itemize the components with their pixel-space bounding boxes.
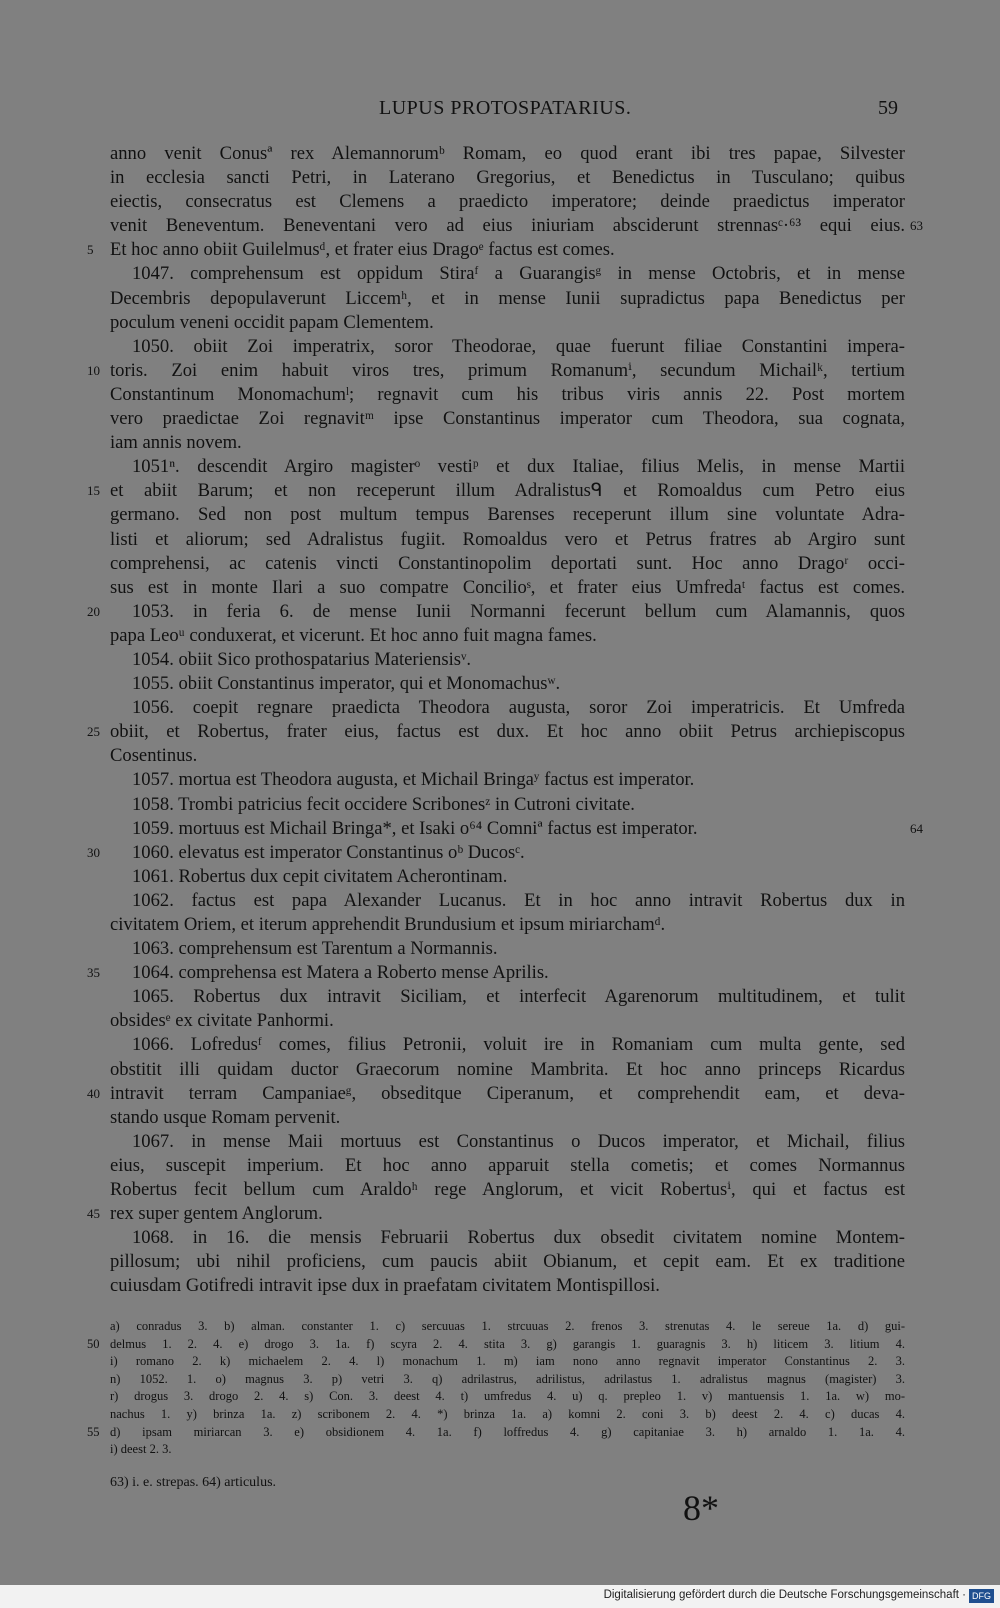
- footer-bar: [0, 1585, 1000, 1608]
- text-line-text: germano. Sed non post multum tempus Barenses receperunt illum sine voluntate Adra-: [110, 504, 905, 526]
- text-line-text: Et hoc anno obiit Guilelmusᵈ, et frater eius Dragoᵉ factus est comes.: [110, 239, 615, 261]
- text-line: [110, 287, 905, 311]
- text-line: [87, 238, 905, 262]
- page-number: 59: [878, 97, 898, 119]
- text-line-text: 1059. mortuus est Michail Bringa*, et Isaki o⁶⁴ Comniª factus est imperator.: [132, 817, 698, 839]
- line-number: 25: [87, 724, 100, 740]
- text-line: [110, 1058, 905, 1082]
- text-line-text: 1066. Lofredusᶠ comes, filius Petronii, voluit ire in Romaniam cum multa gente, sed: [132, 1034, 905, 1056]
- text-line-text: cuiusdam Gotifredi intravit ipse dux in praefatam civitatem Montispillosi.: [110, 1275, 660, 1297]
- line-number: 35: [87, 965, 100, 981]
- text-line-text: Decembris depopulaverunt Liccemʰ, et in mense Iunii supradictus papa Benedictus per: [110, 287, 905, 309]
- text-line: [87, 961, 905, 985]
- line-number: 40: [87, 1085, 100, 1101]
- line-number: 10: [87, 362, 100, 378]
- text-line-text: 1058. Trombi patricius fecit occidere Scribonesᶻ in Cutroni civitate.: [132, 793, 635, 815]
- text-line: [110, 431, 905, 455]
- text-line-text: poculum veneni occidit papam Clementem.: [110, 311, 434, 333]
- note-line: [110, 1406, 905, 1424]
- text-line: [110, 383, 905, 407]
- signature-mark: 8*: [683, 1488, 719, 1528]
- text-line: [87, 1202, 905, 1226]
- text-line-text: stando usque Romam pervenit.: [110, 1106, 341, 1128]
- text-line: [110, 407, 905, 431]
- text-line: [110, 455, 905, 479]
- note-line-text: n) 1052. 1. o) magnus 3. p) vetri 3. q) adrilastrus, adrilistus, adrilastus 1. adralistus magnus (magister) 3.: [110, 1371, 905, 1386]
- text-line-text: venit Beneventum. Beneventani vero ad eius iniuriam absciderunt strennasᶜ·⁶³ equi eius.: [110, 215, 905, 237]
- text-line: [110, 937, 905, 961]
- line-number: 20: [87, 603, 100, 619]
- text-line: [110, 503, 905, 527]
- note-line: [110, 1353, 905, 1371]
- text-line: [110, 1130, 905, 1154]
- text-line-text: 1067. in mense Maii mortuus est Constantinus o Ducos imperator, et Michail, filius: [132, 1130, 905, 1152]
- margin-note-number: 64: [910, 820, 923, 836]
- note-line-text: delmus 1. 2. 4. e) drogo 3. 1a. f) scyra 2. 4. stita 3. g) garangis 1. guaragnis 3. h) liticem 3. litium 4.: [110, 1336, 905, 1351]
- text-line-text: papa Leoᵘ conduxerat, et vicerunt. Et hoc anno fuit magna fames.: [110, 624, 597, 646]
- funding-credit[interactable]: Digitalisierung gefördert durch die Deutsche Forschungsgemeinschaft ·: [603, 1589, 966, 1601]
- text-line-text: toris. Zoi enim habuit viros tres, primum Romanumⁱ, secundum Michailᵏ, tertium: [110, 359, 905, 381]
- text-line: [110, 576, 905, 600]
- text-line-text: vero praedictae Zoi regnavitᵐ ipse Constantinus imperator cum Theodora, sua cognata,: [110, 408, 905, 430]
- note-line: [110, 1441, 905, 1459]
- margin-note-number: 63: [910, 218, 923, 234]
- text-line: [110, 672, 905, 696]
- text-line-text: Cosentinus.: [110, 745, 198, 767]
- text-line: [87, 1082, 905, 1106]
- running-title: LUPUS PROTOSPATARIUS.: [379, 97, 632, 119]
- line-number: 15: [87, 483, 100, 499]
- text-line: [110, 985, 905, 1009]
- text-line-text: obstitit illi quidam ductor Graecorum nomine Mambrita. Et hoc anno princeps Ricardus: [110, 1058, 905, 1080]
- line-number: 55: [87, 1424, 100, 1439]
- text-line-text: 1047. comprehensum est oppidum Stiraᶠ a Guarangisᵍ in mense Octobris, et in mense: [132, 263, 905, 285]
- note-line: [110, 1388, 905, 1406]
- text-line: [110, 817, 923, 841]
- note-line-text: a) conradus 3. b) alman. constanter 1. c) sercuuas 1. strcuuas 2. frenos 3. strenutas 4. le sereue 1a. d) gui-: [110, 1319, 905, 1333]
- page-header: [0, 97, 1000, 127]
- text-line: [110, 1274, 905, 1298]
- text-line-text: 1051ⁿ. descendit Argiro magisterᵒ vestiᵖ et dux Italiae, filius Melis, in mense Martii: [132, 456, 905, 478]
- note-line-text: r) drogus 3. drogo 2. 4. s) Con. 3. deest 4. t) umfredus 4. u) q. prepleo 1. v) mantuensis 1. 1a. w) mo-: [110, 1389, 905, 1404]
- critical-apparatus: [87, 1318, 905, 1459]
- text-line-text: 1054. obiit Sico prothospatarius Materiensisᵛ.: [132, 648, 472, 670]
- text-line: [110, 190, 905, 214]
- text-line-text: civitatem Oriem, et iterum apprehendit Brundusium et ipsum miriarchamᵈ.: [110, 914, 666, 935]
- text-line: [110, 528, 905, 552]
- text-line: [110, 913, 905, 937]
- text-line: [110, 1106, 905, 1130]
- line-number: 5: [87, 242, 94, 258]
- text-line-text: 1055. obiit Constantinus imperator, qui et Monomachusʷ.: [132, 673, 561, 695]
- line-number: 50: [87, 1336, 100, 1351]
- line-number: 45: [87, 1206, 100, 1222]
- text-line: [110, 311, 905, 335]
- text-line-text: intravit terram Campaniaeᵍ, obseditque Ciperanum, et comprehendit eam, et deva-: [110, 1082, 905, 1104]
- text-line: [110, 1226, 905, 1250]
- text-line-text: 1061. Robertus dux cepit civitatem Acherontinam.: [132, 865, 508, 887]
- text-line-text: pillosum; ubi nihil proficiens, cum paucis abiit Obianum, et cepit eam. Et ex traditione: [110, 1251, 905, 1273]
- text-line: [110, 214, 923, 238]
- text-line: [110, 552, 905, 576]
- text-line: [110, 142, 905, 166]
- text-line: [87, 841, 905, 865]
- text-line-text: in ecclesia sancti Petri, in Laterano Gregorius, et Benedictus in Tusculano; quibus: [110, 167, 905, 189]
- text-line: [110, 744, 905, 768]
- text-line: [110, 1033, 905, 1057]
- text-line: [87, 600, 905, 624]
- text-line: [110, 1178, 905, 1202]
- text-line: [110, 793, 905, 817]
- dfg-logo[interactable]: DFG: [969, 1589, 994, 1603]
- note-line: [110, 1371, 905, 1389]
- text-line: [110, 1250, 905, 1274]
- text-line-text: 1065. Robertus dux intravit Siciliam, et interfecit Agarenorum multitudinem, et tulit: [132, 986, 905, 1008]
- text-line-text: 1060. elevatus est imperator Constantinus oᵇ Ducosᶜ.: [132, 841, 525, 863]
- text-line: [110, 1009, 905, 1033]
- text-line-text: 1057. mortua est Theodora augusta, et Michail Bringaʸ factus est imperator.: [132, 769, 695, 791]
- note-line-text: i) romano 2. k) michaelem 2. 4. l) monachum 1. m) iam nono anno regnavit imperator Constantinus 2. 3.: [110, 1354, 905, 1369]
- note-line: [87, 1424, 905, 1442]
- text-line: [110, 335, 905, 359]
- text-line-text: eius, suscepit imperium. Et hoc anno apparuit stella cometis; et comes Normannus: [110, 1154, 905, 1176]
- text-line: [110, 768, 905, 792]
- text-line-text: et abiit Barum; et non receperunt illum Adralistusᑫ et Romoaldus cum Petro eius: [110, 480, 905, 502]
- text-line: [110, 166, 905, 190]
- text-line-text: eiectis, consecratus est Clemens a praedicto imperatore; deinde praedictus imperator: [110, 191, 905, 213]
- text-line-text: comprehensi, ac catenis vincti Constantinopolim deportati sunt. Hoc anno Dragoʳ occi-: [110, 552, 905, 574]
- text-line-text: 1062. factus est papa Alexander Lucanus. Et in hoc anno intravit Robertus dux in: [132, 889, 905, 911]
- text-line-text: Constantinum Monomachumˡ; regnavit cum his tribus viris annis 22. Post mortem: [110, 383, 905, 405]
- text-line-text: obsidesᵉ ex civitate Panhormi.: [110, 1010, 334, 1032]
- text-line: [110, 648, 905, 672]
- text-line-text: listi et aliorum; sed Adralistus fugiit. Romoaldus vero et Petrus fratres ab Argiro sunt: [110, 528, 905, 550]
- text-line-text: rex super gentem Anglorum.: [110, 1203, 323, 1225]
- note-line-text: nachus 1. y) brinza 1a. z) scribonem 2. 4. *) brinza 1a. a) komni 2. coni 3. b) deest 2. 4. c) ducas 4.: [110, 1406, 905, 1421]
- footnotes: 63) i. e. strepas. 64) articulus.: [110, 1475, 277, 1490]
- text-line: [110, 865, 905, 889]
- note-line-text: i) deest 2. 3.: [110, 1442, 172, 1457]
- main-text: [87, 142, 923, 1299]
- note-line: [110, 1318, 905, 1336]
- text-line-text: 1056. coepit regnare praedicta Theodora augusta, soror Zoi imperatricis. Et Umfreda: [132, 697, 905, 719]
- text-line: [87, 479, 905, 503]
- text-line-text: 1063. comprehensum est Tarentum a Normannis.: [132, 938, 498, 960]
- note-line-text: d) ipsam miriarcan 3. e) obsidionem 4. 1a. f) loffredus 4. g) capitaniae 3. h) arnaldo 1. 1a. 4.: [110, 1424, 905, 1439]
- text-line-text: Robertus fecit bellum cum Araldoʰ rege Anglorum, et vicit Robertusⁱ, qui et factus est: [110, 1179, 905, 1201]
- text-line-text: 1053. in feria 6. de mense Iunii Normanni fecerunt bellum cum Alamannis, quos: [132, 600, 905, 622]
- text-line-text: 1068. in 16. die mensis Februarii Robertus dux obsedit civitatem nomine Montem-: [132, 1227, 905, 1249]
- text-line-text: obiit, et Robertus, frater eius, factus est dux. Et hoc anno obiit Petrus archiepiscopus: [110, 721, 905, 743]
- text-line-text: 1050. obiit Zoi imperatrix, soror Theodorae, quae fuerunt filiae Constantini impera-: [132, 335, 905, 357]
- text-line: [87, 720, 905, 744]
- line-number: 30: [87, 844, 100, 860]
- text-line: [110, 262, 905, 286]
- text-line-text: sus est in monte Ilari a suo compatre Concilioˢ, et frater eius Umfredaᵗ factus est comes.: [110, 576, 905, 598]
- note-line: [87, 1336, 905, 1354]
- text-line: [110, 696, 905, 720]
- text-line: [110, 1154, 905, 1178]
- text-line: [110, 889, 905, 913]
- text-line-text: anno venit Conusª rex Alemannorumᵇ Romam, eo quod erant ibi tres papae, Silvester: [110, 143, 905, 164]
- text-line: [87, 359, 905, 383]
- text-line: [110, 624, 905, 648]
- text-line-text: 1064. comprehensa est Matera a Roberto mense Aprilis.: [132, 962, 549, 984]
- text-line-text: iam annis novem.: [110, 432, 242, 454]
